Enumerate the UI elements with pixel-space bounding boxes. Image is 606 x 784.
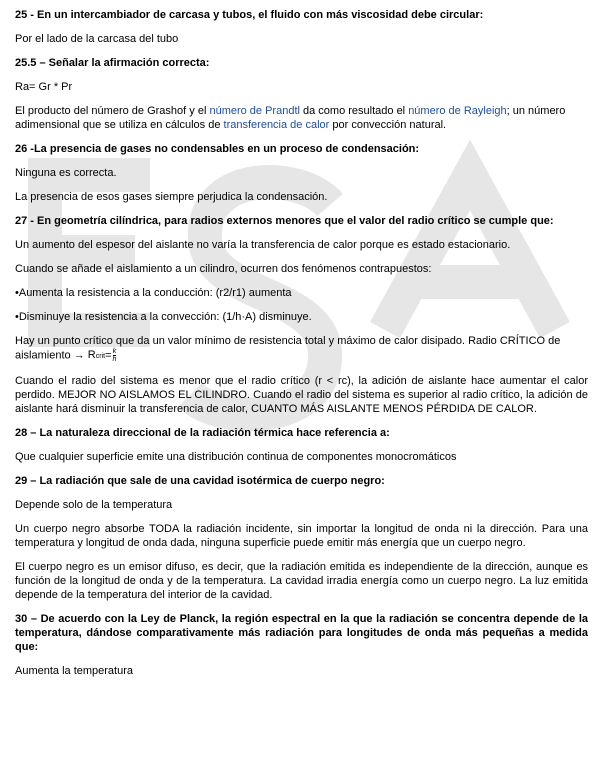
note-26: La presencia de esos gases siempre perjudica la condensación. bbox=[15, 191, 328, 203]
question-25-5: 25.5 – Señalar la afirmación correcta: bbox=[15, 57, 210, 69]
bullet-27-2: •Disminuye la resistencia a la convección: (1/h·A) disminuye. bbox=[15, 311, 312, 323]
arrow-icon: → bbox=[73, 349, 85, 362]
bullet-27-1: •Aumenta la resistencia a la conducción: (r2/r1) aumenta bbox=[15, 287, 292, 299]
conclusion-27: Cuando el radio del sistema es menor que el radio crítico (r < rc), la adición de aislante hace aumentar el calor perdido. MEJOR NO AISLAMOS EL CILINDRO. Cuando el radio del sistema es superior al radio crítico, la adición de aislante hará disminuir la transferencia de calor, CUANTO MÁS AISLANTE MENOS PÉRDIDA DE CALOR. bbox=[15, 375, 588, 416]
question-30: 30 – De acuerdo con la Ley de Planck, la región espectral en la que la radiación se concentra depende de la temperatura, dándose comparativamente más radiación para longitudes de onda más pequeñas a medida que: bbox=[15, 613, 588, 654]
rayleigh-link[interactable]: número de Rayleigh bbox=[408, 105, 507, 117]
critical-text: Hay un punto crítico que da un valor mínimo de resistencia total y máximo de calor disipado. Radio CRÍTICO de aislamiento bbox=[15, 335, 561, 362]
expl-text: por convección natural. bbox=[329, 119, 447, 131]
explanation-29-2: El cuerpo negro es un emisor difuso, es decir, que la radiación emitida es independiente de la dirección, aunque es función de la longitud de onda y de la temperatura. La cavidad irradia energía como un cuerpo negro. La luz emitida depende de la temperatura del interior de la cavidad. bbox=[15, 561, 588, 602]
answer-25-5: Ra= Gr * Pr bbox=[15, 81, 73, 93]
question-27: 27 - En geometría cilíndrica, para radios externos menores que el valor del radio crítico se cumple que: bbox=[15, 215, 554, 227]
explanation-29-1: Un cuerpo negro absorbe TODA la radiación incidente, sin importar la longitud de onda ni la dirección. Para una temperatura y longitud de onda dada, ninguna superficie puede emitir más energía que un cuerpo negro. bbox=[15, 523, 588, 550]
answer-30: Aumenta la temperatura bbox=[15, 665, 134, 678]
question-29: 29 – La radiación que sale de una cavidad isotérmica de cuerpo negro: bbox=[15, 475, 385, 488]
question-25: 25 - En un intercambiador de carcasa y tubos, el fluido con más viscosidad debe circular: bbox=[15, 9, 484, 21]
explanation-25-5 bbox=[15, 104, 588, 132]
expl-text: ; un número adimensional que se utiliza en cálculos de bbox=[15, 105, 566, 131]
answer-25: Por el lado de la carcasa del tubo bbox=[15, 33, 179, 45]
expl-text: El producto del número de Grashof y el bbox=[15, 105, 210, 117]
expl-text: da como resultado el bbox=[299, 105, 409, 117]
intro-27: Cuando se añade el aislamiento a un cilindro, ocurren dos fenómenos contrapuestos: bbox=[15, 263, 432, 275]
critical-radius-27: Hay un punto crítico que da un valor mínimo de resistencia total y máximo de calor disipado. Radio CRÍTICO de aislamiento → Rcrit= $\frac{k}{h}$ bbox=[15, 335, 561, 363]
answer-28: Que cualquier superficie emite una distribución continua de componentes monocromáticos bbox=[15, 451, 457, 464]
heat-transfer-link[interactable]: transferencia de calor bbox=[223, 119, 330, 131]
question-28: 28 – La naturaleza direccional de la radiación térmica hace referencia a: bbox=[15, 427, 390, 440]
k-over-h-fraction: $\frac{k}{h}$ bbox=[112, 348, 117, 363]
question-26: 26 -La presencia de gases no condensables en un proceso de condensación: bbox=[15, 143, 420, 155]
prandtl-link[interactable]: número de Prandtl bbox=[209, 105, 300, 117]
answer-29: Depende solo de la temperatura bbox=[15, 499, 173, 512]
answer-26: Ninguna es correcta. bbox=[15, 167, 117, 179]
answer-27: Un aumento del espesor del aislante no varía la transferencia de calor porque es estado estacionario. bbox=[15, 239, 511, 251]
r-crit-symbol: Rcrit bbox=[87, 349, 106, 362]
